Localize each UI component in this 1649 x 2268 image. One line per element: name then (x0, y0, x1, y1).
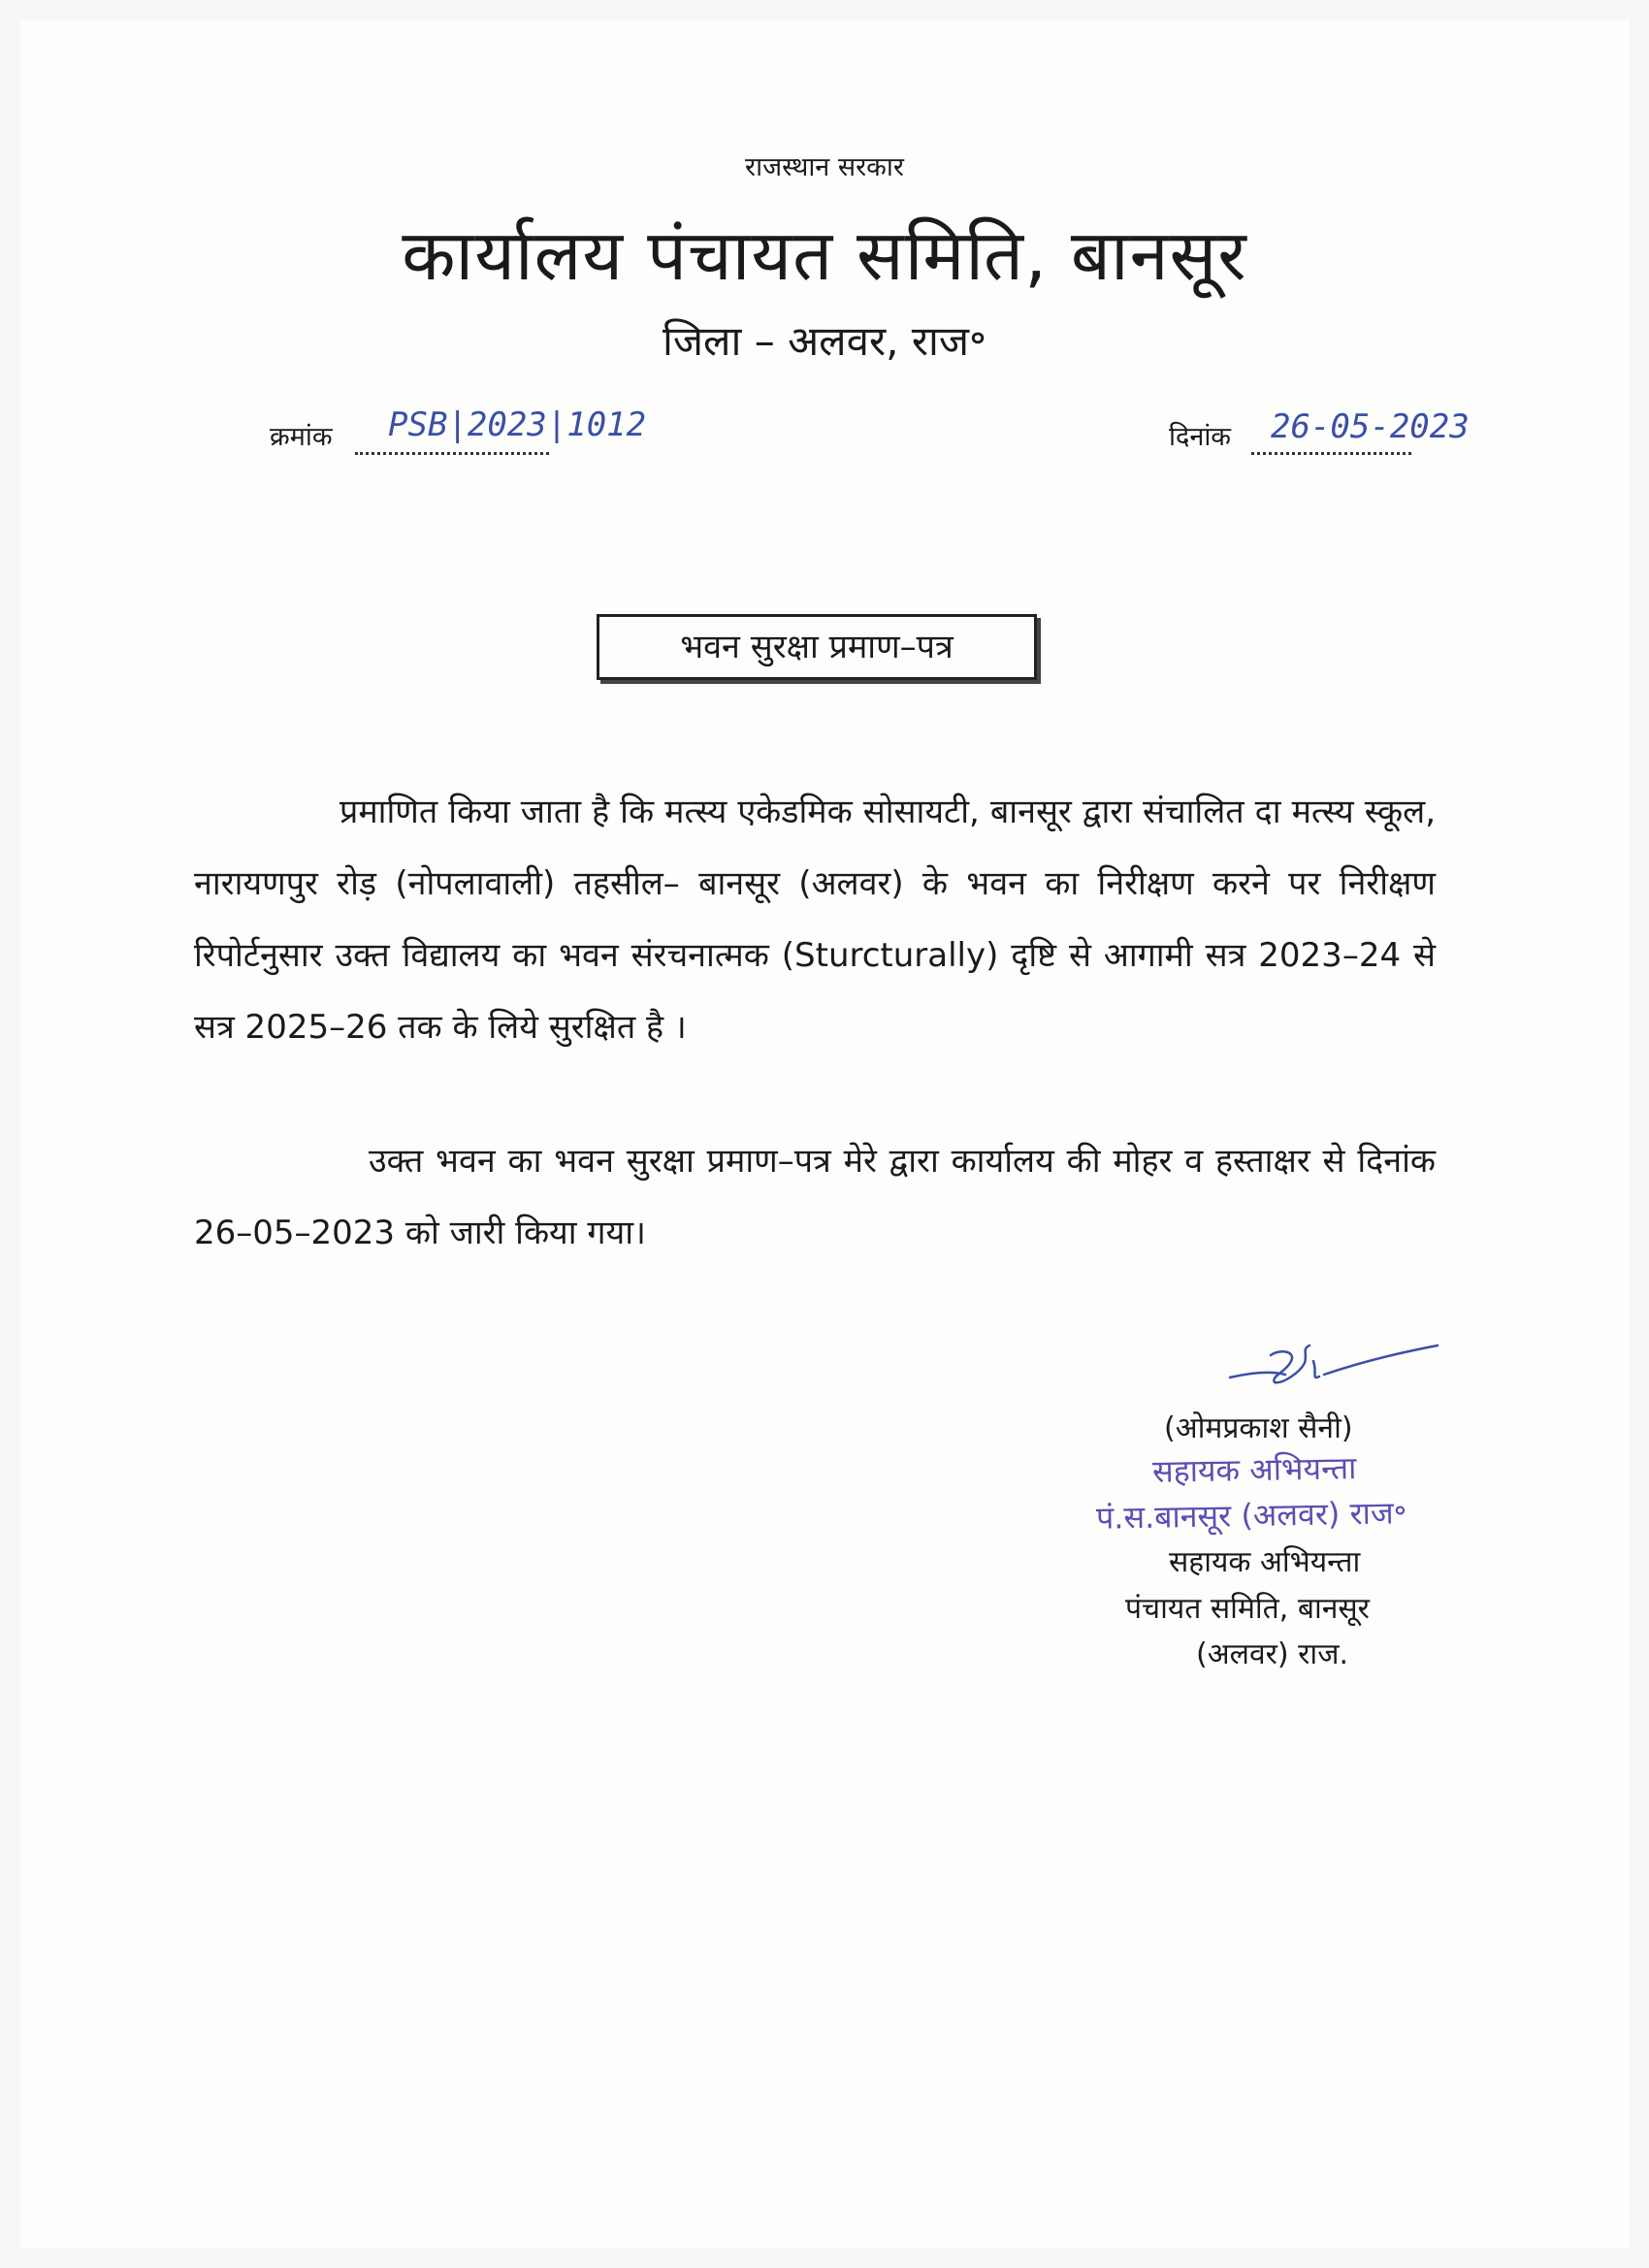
designation-line-2: पंचायत समिति, बानसूर (1125, 1592, 1370, 1626)
reference-dotted-line (355, 450, 549, 455)
date-dotted-line (1251, 450, 1411, 455)
designation-line-1: सहायक अभियन्ता (1169, 1545, 1361, 1579)
signer-name: (ओमप्रकाश सैनी) (1164, 1411, 1353, 1445)
reference-number-handwritten: PSB|2023|1012 (388, 405, 647, 444)
date-handwritten: 26-05-2023 (1271, 407, 1470, 446)
government-heading: राजस्थान सरकार (745, 152, 904, 182)
certificate-paragraph-1: प्रमाणित किया जाता है कि मत्स्य एकेडमिक सोसायटी, बानसूर द्वारा संचालित दा मत्स्य स्कूल, नारायणपुर रोड़ (नोपलावाली) तहसील– बानसूर (अलवर) के भवन का निरीक्षण करने पर निरीक्षण रिपोर्टनुसार उक्त विद्यालय का भवन संरचनात्मक (Sturcturally) दृष्टि से आगामी सत्र 2023–24 से सत्र 2025–26 तक के लिये सुरक्षित है । (194, 793, 1436, 1047)
handwritten-signature (1212, 1334, 1445, 1402)
office-stamp-line-1: सहायक अभियन्ता (1151, 1449, 1357, 1490)
certificate-title: भवन सुरक्षा प्रमाण–पत्र (597, 614, 1037, 680)
office-title: कार्यालय पंचायत समिति, बानसूर (402, 214, 1247, 296)
reference-number-label: क्रमांक (270, 422, 333, 452)
district-line: जिला – अलवर, राज॰ (662, 317, 986, 365)
office-stamp-line-2: पं.स.बानसूर (अलवर) राज॰ (1095, 1494, 1407, 1537)
certificate-paragraph-2: उक्त भवन का भवन सुरक्षा प्रमाण–पत्र मेरे द्वारा कार्यालय की मोहर व हस्ताक्षर से दिनांक 26–05–2023 को जारी किया गया। (194, 1142, 1436, 1252)
designation-line-3: (अलवर) राज. (1196, 1637, 1348, 1671)
date-label: दिनांक (1169, 422, 1232, 452)
